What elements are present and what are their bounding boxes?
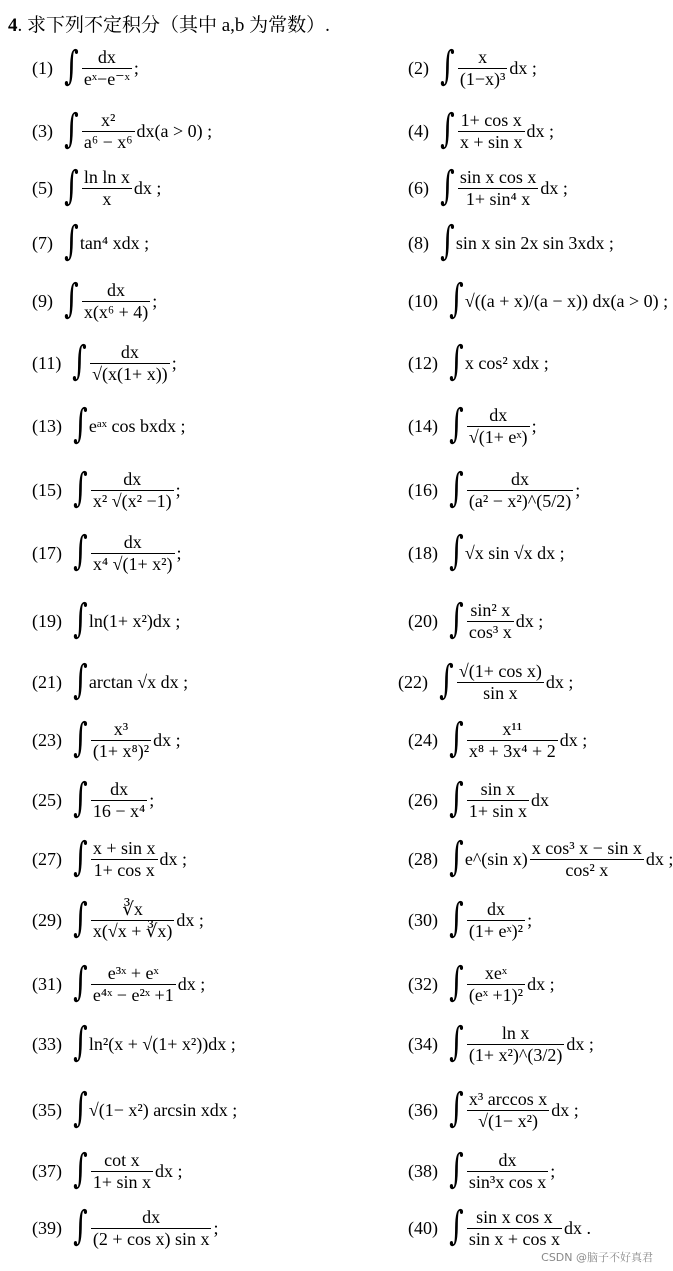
integrand-tail: dx ; — [566, 1033, 594, 1054]
problem-item — [32, 338, 177, 385]
problem-item — [408, 596, 544, 643]
fraction — [467, 469, 573, 511]
denominator: 1+ cos x — [93, 859, 155, 880]
problem-item — [32, 657, 189, 704]
numerator: dx — [123, 531, 142, 552]
problem-label: (14) — [408, 415, 438, 436]
integrand-tail: √(1− x²) arcsin xdx ; — [88, 1099, 238, 1120]
integrand-tail: ; — [527, 909, 533, 930]
integral-sign: ∫ — [73, 465, 88, 511]
problem-label: (26) — [408, 789, 438, 810]
numerator: sin x — [480, 778, 516, 799]
exercise-instruction: . 求下列不定积分（其中 a,b 为常数）. — [17, 15, 330, 36]
integral-sign: ∫ — [73, 1019, 88, 1065]
problem-item — [408, 1203, 591, 1250]
integrand-prefix: e^(sin x) — [464, 848, 528, 869]
denominator: sin³x cos x — [468, 1171, 547, 1192]
integrand-tail: ; — [575, 479, 581, 500]
denominator: eˣ−e⁻ˣ — [83, 68, 130, 89]
problem-label: (27) — [32, 848, 62, 869]
integrand-tail: ln²(x + √(1+ x²))dx ; — [88, 1033, 236, 1054]
problem-item — [408, 959, 555, 1006]
fraction — [458, 167, 539, 209]
integral-sign: ∫ — [440, 218, 455, 264]
integrand-tail: ; — [152, 290, 158, 311]
integral-sign: ∫ — [449, 528, 464, 574]
problem-item — [408, 715, 588, 762]
integrand-tail: eᵃˣ cos bxdx ; — [88, 415, 186, 436]
fraction — [91, 1150, 153, 1192]
fraction — [82, 280, 150, 322]
fraction — [91, 779, 147, 821]
integral-sign: ∫ — [449, 338, 464, 384]
problem-label: (24) — [408, 729, 438, 750]
fraction — [457, 661, 544, 703]
numerator: sin x cos x — [459, 166, 537, 187]
fraction — [467, 1207, 562, 1249]
problem-item — [32, 106, 213, 153]
problem-item — [32, 895, 204, 942]
integrand-tail: dx . — [564, 1217, 591, 1238]
problem-item — [408, 401, 537, 448]
integrand-tail: dx ; — [155, 1160, 183, 1181]
denominator: x² √(x² −1) — [92, 490, 172, 511]
problem-item — [32, 834, 188, 881]
integrand-tail: dx ; — [545, 671, 574, 692]
numerator: dx — [123, 468, 142, 489]
problem-item — [32, 1085, 238, 1132]
fraction — [467, 1089, 549, 1131]
problem-item — [408, 895, 533, 942]
integrand-tail: ; — [133, 57, 139, 78]
numerator: dx — [498, 1149, 517, 1170]
fraction — [91, 1207, 212, 1249]
problem-label: (39) — [32, 1217, 62, 1238]
denominator: x⁴ √(1+ x²) — [92, 553, 173, 574]
integral-sign: ∫ — [73, 1146, 88, 1192]
integral-sign: ∫ — [73, 715, 88, 761]
problem-item — [32, 401, 186, 448]
denominator: 1+ sin⁴ x — [465, 188, 531, 209]
integrand-tail: ; — [149, 789, 155, 810]
integral-sign: ∫ — [73, 1085, 88, 1131]
problem-label: (36) — [408, 1099, 438, 1120]
integral-sign: ∫ — [73, 775, 88, 821]
problem-item — [32, 218, 150, 265]
numerator: sin² x — [470, 599, 511, 620]
denominator: (1−x)³ — [459, 68, 506, 89]
integrand-tail: dx — [531, 789, 550, 810]
problem-item — [32, 43, 139, 90]
problem-label: (18) — [408, 542, 438, 563]
numerator: x² — [100, 109, 116, 130]
problem-item — [32, 276, 158, 323]
problem-label: (7) — [32, 232, 53, 253]
integrand-tail: ; — [176, 542, 182, 563]
integrand-tail: dx ; — [159, 848, 188, 869]
watermark: CSDN @脑子不好真君 — [541, 1251, 653, 1264]
integral-sign: ∫ — [73, 528, 88, 574]
problem-item — [32, 715, 181, 762]
numerator: dx — [107, 279, 126, 300]
problem-label: (33) — [32, 1033, 62, 1054]
numerator: dx — [511, 468, 530, 489]
integrand-tail: dx ; — [527, 973, 555, 994]
problem-item — [408, 163, 568, 210]
fraction — [90, 342, 170, 384]
problem-label: (10) — [408, 290, 438, 311]
problem-label: (32) — [408, 973, 438, 994]
denominator: (1+ x²)^(3/2) — [468, 1044, 563, 1065]
problem-label: (13) — [32, 415, 62, 436]
problem-label: (35) — [32, 1099, 62, 1120]
integrand-tail: dx ; — [559, 729, 588, 750]
problem-label: (3) — [32, 120, 53, 141]
integral-sign: ∫ — [73, 959, 88, 1005]
integral-sign: ∫ — [440, 163, 455, 209]
problem-label: (40) — [408, 1217, 438, 1238]
integrand-tail: dx ; — [177, 973, 206, 994]
fraction — [91, 469, 174, 511]
problem-label: (16) — [408, 479, 438, 500]
problem-label: (11) — [32, 352, 62, 373]
integrand-tail: x cos² xdx ; — [464, 352, 549, 373]
integral-sign: ∫ — [72, 338, 88, 384]
fraction — [91, 899, 175, 941]
problem-item — [408, 338, 549, 385]
integrand-tail: sin x sin 2x sin 3xdx ; — [455, 232, 614, 253]
integrand-tail: ; — [171, 352, 177, 373]
problem-label: (28) — [408, 848, 438, 869]
integrand-tail: ; — [213, 1217, 219, 1238]
integral-sign: ∫ — [449, 276, 464, 322]
problem-label: (8) — [408, 232, 429, 253]
integral-sign: ∫ — [64, 43, 79, 89]
numerator: ∛x — [122, 898, 143, 919]
denominator: a⁶ − x⁶ — [83, 131, 133, 152]
denominator: √(1− x²) — [478, 1110, 538, 1131]
fraction — [467, 1150, 548, 1192]
integrand-tail: dx(a > 0) ; — [136, 120, 213, 141]
problem-label: (31) — [32, 973, 62, 994]
integrand-tail: ; — [550, 1160, 556, 1181]
integral-sign: ∫ — [73, 657, 88, 703]
numerator: dx — [489, 404, 508, 425]
problem-item — [408, 218, 614, 265]
denominator: (a² − x²)^(5/2) — [468, 490, 572, 511]
denominator: 16 − x⁴ — [92, 800, 146, 821]
problem-label: (4) — [408, 120, 429, 141]
fraction — [91, 532, 175, 574]
problem-label: (9) — [32, 290, 53, 311]
problem-label: (17) — [32, 542, 62, 563]
problem-item — [32, 163, 162, 210]
numerator: x³ arccos x — [468, 1088, 548, 1109]
problem-label: (30) — [408, 909, 438, 930]
numerator: x — [478, 46, 488, 67]
numerator: xeˣ — [484, 962, 508, 983]
integrand-tail: √x sin √x dx ; — [464, 542, 565, 563]
numerator: ln ln x — [83, 166, 130, 187]
fraction — [82, 167, 132, 209]
integral-sign: ∫ — [73, 401, 88, 447]
integral-sign: ∫ — [449, 775, 464, 821]
integral-sign: ∫ — [73, 596, 88, 642]
fraction — [91, 838, 158, 880]
denominator: (1+ x⁸)² — [92, 740, 150, 761]
integrand-tail: dx ; — [509, 57, 537, 78]
integral-sign: ∫ — [449, 959, 464, 1005]
problem-label: (19) — [32, 610, 62, 631]
integral-sign: ∫ — [73, 1203, 88, 1249]
problem-label: (38) — [408, 1160, 438, 1181]
problem-label: (23) — [32, 729, 62, 750]
fraction — [467, 719, 558, 761]
problem-item — [398, 657, 574, 704]
problem-item — [408, 1146, 556, 1193]
integral-sign: ∫ — [449, 715, 464, 761]
problem-label: (6) — [408, 177, 429, 198]
integral-sign: ∫ — [449, 401, 464, 447]
denominator: sin x — [483, 682, 518, 703]
integral-sign: ∫ — [449, 1203, 464, 1249]
denominator: x(√x + ∛x) — [92, 920, 173, 941]
denominator: 1+ sin x — [468, 800, 528, 821]
denominator: cos³ x — [468, 621, 512, 642]
integral-sign: ∫ — [449, 834, 464, 880]
integrand-tail: ; — [531, 415, 537, 436]
problem-item — [32, 1146, 183, 1193]
denominator: cos² x — [565, 859, 609, 880]
denominator: √(x(1+ x)) — [92, 363, 168, 384]
fraction — [91, 719, 151, 761]
problem-label: (22) — [398, 671, 428, 692]
problem-item — [408, 1019, 594, 1066]
fraction — [458, 47, 508, 89]
fraction — [82, 47, 132, 89]
numerator: x + sin x — [92, 837, 156, 858]
integral-sign: ∫ — [449, 465, 464, 511]
problem-item — [408, 276, 669, 323]
problem-label: (25) — [32, 789, 62, 810]
integrand-tail: √((a + x)/(a − x)) dx(a > 0) ; — [464, 290, 669, 311]
integral-sign: ∫ — [449, 1146, 464, 1192]
numerator: x cos³ x − sin x — [531, 837, 642, 858]
numerator: sin x cos x — [476, 1206, 553, 1227]
integrand-tail: dx ; — [133, 177, 162, 198]
integrand-tail: dx ; — [176, 909, 204, 930]
denominator: (eˣ +1)² — [468, 984, 524, 1005]
problem-label: (15) — [32, 479, 62, 500]
numerator: ln x — [501, 1022, 530, 1043]
problem-item — [408, 106, 555, 153]
integral-sign: ∫ — [64, 106, 79, 152]
problem-label: (20) — [408, 610, 438, 631]
problem-label: (2) — [408, 57, 429, 78]
numerator: dx — [120, 341, 139, 362]
integrand-tail: dx ; — [645, 848, 673, 869]
integrand-tail: dx ; — [551, 1099, 579, 1120]
integrand-tail: ln(1+ x²)dx ; — [88, 610, 181, 631]
integral-sign: ∫ — [449, 1019, 464, 1065]
problem-label: (1) — [32, 57, 53, 78]
integral-sign: ∫ — [440, 43, 455, 89]
integrand-tail: dx ; — [515, 610, 544, 631]
integrand-tail: dx ; — [526, 120, 555, 141]
problem-item — [32, 528, 182, 575]
integral-sign: ∫ — [449, 596, 464, 642]
numerator: x³ — [113, 718, 129, 739]
numerator: e³ˣ + eˣ — [107, 962, 159, 983]
problem-item — [408, 775, 550, 822]
fraction — [467, 779, 529, 821]
problem-item — [408, 43, 537, 90]
integrand-tail: dx ; — [540, 177, 568, 198]
integral-sign: ∫ — [64, 276, 79, 322]
problem-item — [32, 596, 181, 643]
denominator: (2 + cos x) sin x — [92, 1228, 210, 1249]
fraction — [458, 110, 525, 152]
fraction — [467, 899, 525, 941]
integral-sign: ∫ — [73, 834, 88, 880]
numerator: x¹¹ — [502, 718, 523, 739]
integral-sign: ∫ — [439, 657, 454, 703]
integrand-tail: dx ; — [153, 729, 181, 750]
denominator: x — [102, 188, 112, 209]
fraction — [530, 838, 644, 880]
integrand-tail: tan⁴ xdx ; — [79, 232, 150, 253]
fraction — [467, 600, 514, 642]
integrand-tail: arctan √x dx ; — [88, 671, 189, 692]
denominator: (1+ eˣ)² — [468, 920, 524, 941]
problem-label: (5) — [32, 177, 53, 198]
problem-item — [408, 1085, 579, 1132]
problem-label: (37) — [32, 1160, 62, 1181]
denominator: e⁴ˣ − e²ˣ +1 — [92, 984, 174, 1005]
denominator: sin x + cos x — [468, 1228, 560, 1249]
integrand-tail: ; — [175, 479, 181, 500]
problem-item — [408, 465, 581, 512]
problem-item — [32, 1203, 219, 1250]
exercise-header — [8, 10, 330, 37]
exercise-number: 4 — [8, 15, 18, 36]
numerator: 1+ cos x — [460, 109, 522, 130]
fraction — [82, 110, 135, 152]
denominator: √(1+ eˣ) — [468, 426, 528, 447]
numerator: dx — [110, 778, 129, 799]
fraction — [91, 963, 176, 1005]
integral-sign: ∫ — [440, 106, 455, 152]
numerator: dx — [142, 1206, 161, 1227]
problem-label: (21) — [32, 671, 62, 692]
problem-item — [32, 775, 155, 822]
numerator: dx — [97, 46, 116, 67]
denominator: x(x⁶ + 4) — [83, 301, 149, 322]
fraction — [467, 405, 530, 447]
numerator: √(1+ cos x) — [458, 660, 542, 681]
integral-sign: ∫ — [64, 163, 79, 209]
problem-label: (12) — [408, 352, 438, 373]
integral-sign: ∫ — [73, 895, 88, 941]
numerator: dx — [486, 898, 505, 919]
denominator: x⁸ + 3x⁴ + 2 — [468, 740, 556, 761]
problem-item — [32, 465, 181, 512]
fraction — [467, 1023, 564, 1065]
problem-item — [32, 959, 206, 1006]
numerator: cot x — [104, 1149, 140, 1170]
denominator: 1+ sin x — [92, 1171, 152, 1192]
fraction — [467, 963, 525, 1005]
problem-label: (29) — [32, 909, 62, 930]
integral-sign: ∫ — [64, 218, 79, 264]
problem-item — [32, 1019, 236, 1066]
problem-item — [408, 834, 673, 881]
integral-sign: ∫ — [449, 895, 464, 941]
integral-sign: ∫ — [449, 1085, 464, 1131]
problem-item — [408, 528, 565, 575]
problem-label: (34) — [408, 1033, 438, 1054]
denominator: x + sin x — [459, 131, 523, 152]
